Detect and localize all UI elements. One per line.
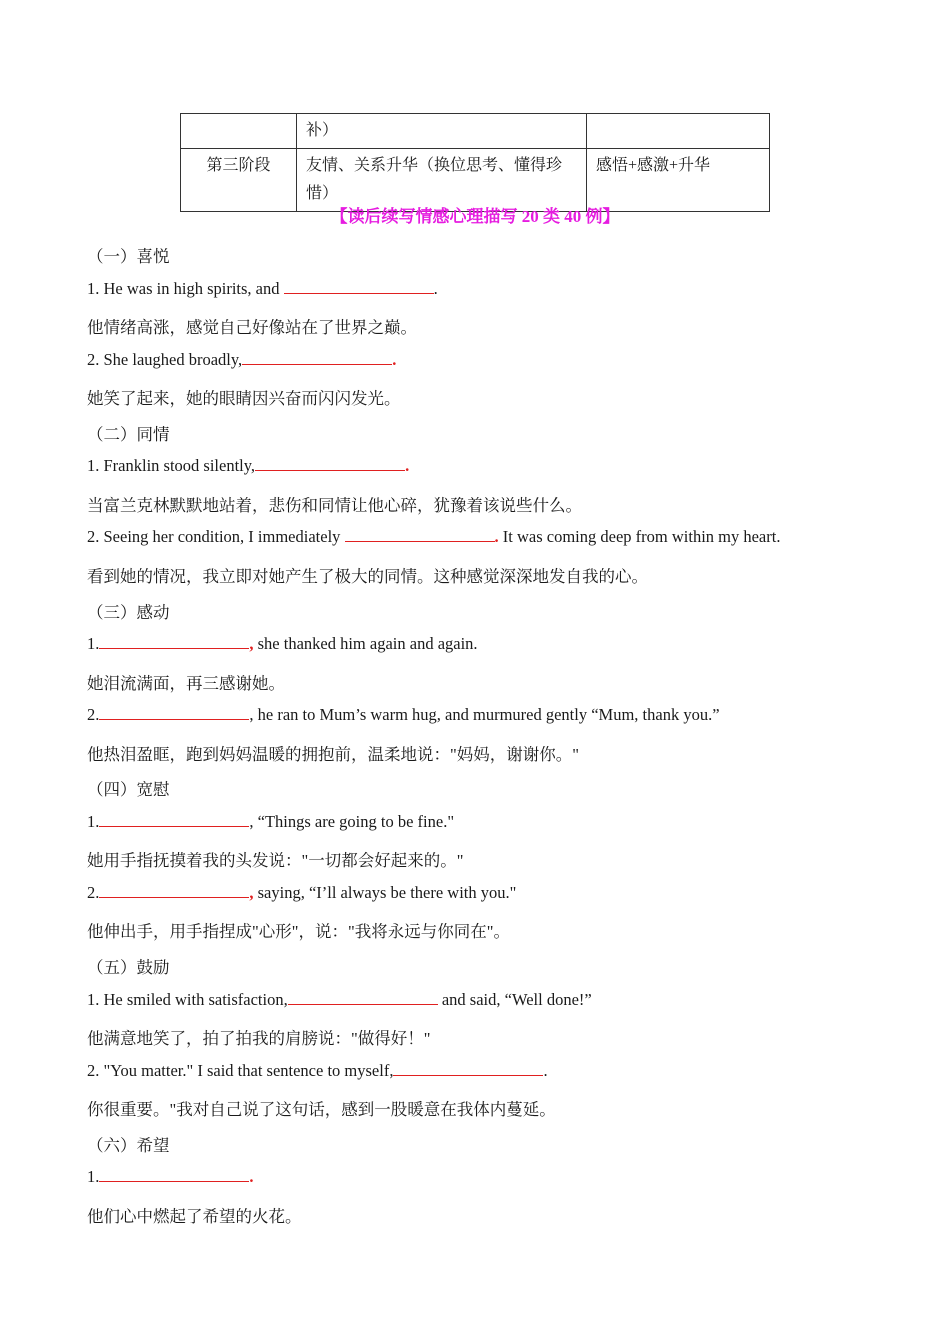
- translation-line: 他伸出手，用手指捏成"心形"，说："我将永远与你同在"。: [87, 922, 510, 942]
- blank-punctuation: .: [494, 527, 499, 547]
- translation-line: 他满意地笑了，拍了拍我的肩膀说："做得好！": [87, 1029, 431, 1049]
- stage-cell: 第三阶段: [181, 149, 297, 212]
- content-cell: 补）: [297, 114, 587, 149]
- fill-in-blank[interactable]: [99, 1167, 249, 1182]
- content-cell: 友情、关系升华（换位思考、懂得珍惜）: [297, 149, 587, 212]
- sentence-line: [87, 279, 438, 299]
- sentence-suffix: and said, “Well done!”: [437, 989, 592, 1009]
- stage-table: [180, 113, 770, 212]
- blank-punctuation: ,: [249, 634, 254, 654]
- sentence-prefix: 1.: [87, 1167, 100, 1187]
- section-title: 【读后续写情感心理描写 20 类 40 例】: [330, 207, 620, 226]
- sentence-line: [87, 883, 516, 903]
- sentence-suffix: It was coming deep from within my heart.: [498, 527, 781, 547]
- fill-in-blank[interactable]: [393, 1061, 543, 1076]
- sentence-prefix: 2. She laughed broadly,: [87, 349, 243, 369]
- fill-in-blank[interactable]: [288, 990, 438, 1005]
- sentence-line: [87, 350, 396, 370]
- sentence-prefix: 2. Seeing her condition, I immediately: [87, 527, 345, 547]
- category-heading: （三）感动: [87, 602, 170, 622]
- fill-in-blank[interactable]: [242, 350, 392, 365]
- category-heading: （一）喜悦: [87, 247, 170, 266]
- translation-line: 他热泪盈眶，跑到妈妈温暖的拥抱前，温柔地说："妈妈，谢谢你。": [87, 744, 579, 764]
- fill-in-blank[interactable]: [99, 883, 249, 898]
- blank-punctuation: ,: [249, 811, 254, 831]
- sentence-line: [87, 812, 454, 832]
- sentence-line: [87, 705, 720, 725]
- blank-punctuation: .: [405, 456, 410, 476]
- sentence-line: [87, 1167, 254, 1187]
- fill-in-blank[interactable]: [99, 705, 249, 720]
- sentence-prefix: 1.: [87, 634, 100, 654]
- sentence-prefix: 1. He was in high spirits, and: [87, 278, 284, 298]
- fill-in-blank[interactable]: [345, 527, 495, 542]
- translation-line: 你很重要。"我对自己说了这句话，感到一股暖意在我体内蔓延。: [87, 1100, 556, 1120]
- translation-line: 当富兰克林默默地站着，悲伤和同情让他心碎，犹豫着该说些什么。: [87, 495, 582, 515]
- sentence-line: [87, 990, 592, 1010]
- sentence-prefix: 2.: [87, 882, 100, 902]
- sentence-line: [87, 456, 409, 476]
- sentence-prefix: 1. Franklin stood silently,: [87, 456, 256, 476]
- sentence-line: [87, 634, 478, 654]
- emotion-cell: 感悟+感激+升华: [587, 149, 770, 212]
- sentence-suffix: “Things are going to be fine.": [253, 811, 455, 831]
- translation-line: 她笑了起来，她的眼睛因兴奋而闪闪发光。: [87, 389, 401, 409]
- sentence-prefix: 2.: [87, 705, 100, 725]
- table-row: [181, 114, 770, 149]
- translation-line: 他们心中燃起了希望的火花。: [87, 1206, 302, 1226]
- category-heading: （五）鼓励: [87, 958, 170, 977]
- blank-punctuation: .: [392, 349, 397, 369]
- translation-line: 他情绪高涨，感觉自己好像站在了世界之巅。: [87, 318, 417, 338]
- sentence-suffix: he ran to Mum’s warm hug, and murmured gently “Mum, thank you.”: [253, 705, 720, 725]
- sentence-prefix: 2. "You matter." I said that sentence to myself,: [87, 1060, 394, 1080]
- blank-punctuation: .: [249, 1167, 254, 1187]
- sentence-prefix: 1. He smiled with satisfaction,: [87, 989, 288, 1009]
- sentence-line: [87, 1061, 548, 1081]
- blank-punctuation: ,: [249, 705, 254, 725]
- stage-cell: [181, 114, 297, 149]
- translation-line: 看到她的情况，我立即对她产生了极大的同情。这种感觉深深地发自我的心。: [87, 566, 648, 586]
- translation-line: 她用手指抚摸着我的头发说："一切都会好起来的。": [87, 851, 464, 871]
- sentence-suffix: she thanked him again and again.: [253, 634, 478, 654]
- category-heading: （二）同情: [87, 424, 170, 444]
- blank-punctuation: ,: [249, 882, 254, 902]
- fill-in-blank[interactable]: [99, 634, 249, 649]
- sentence-suffix: saying, “I’ll always be there with you.": [253, 882, 517, 902]
- emotion-cell: [587, 114, 770, 149]
- sentence-prefix: 1.: [87, 811, 100, 831]
- fill-in-blank[interactable]: [99, 812, 249, 827]
- fill-in-blank[interactable]: [284, 279, 434, 294]
- blank-punctuation: .: [543, 1060, 548, 1080]
- fill-in-blank[interactable]: [255, 456, 405, 471]
- translation-line: 她泪流满面，再三感谢她。: [87, 673, 285, 693]
- category-heading: （六）希望: [87, 1135, 170, 1155]
- category-heading: （四）宽慰: [87, 780, 170, 800]
- blank-punctuation: .: [433, 278, 438, 298]
- sentence-line: [87, 527, 780, 547]
